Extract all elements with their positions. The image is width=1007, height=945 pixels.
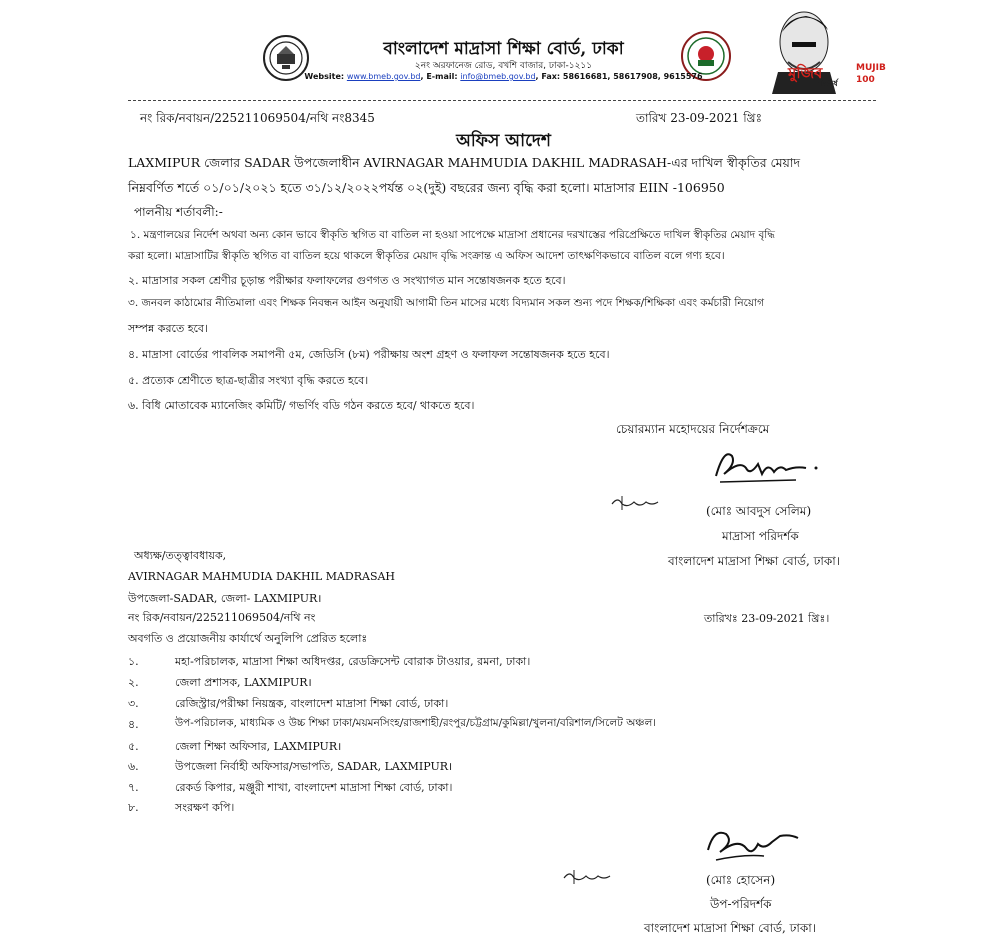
- body-line-2: নিম্নবর্ণিত শর্তে ০১/০১/২০২১ হতে ৩১/১২/২০২২পর্যন্ত ০২(দুই) বছরের জন্য বৃদ্ধি করা হলো। মাদ্রাসার EIIN -106950: [128, 180, 725, 195]
- copy-item-text: রেকর্ড কিপার, মঞ্জুরী শাখা, বাংলাদেশ মাদ্রাসা শিক্ষা বোর্ড, ঢাকা।: [175, 781, 453, 794]
- copy-item-text: জেলা শিক্ষা অফিসার, LAXMIPUR।: [175, 740, 342, 753]
- board-contact-line: [0, 72, 1007, 81]
- order-line: চেয়ারম্যান মহোদয়ের নির্দেশক্রমে: [616, 422, 770, 436]
- signatory-2-org: বাংলাদেশ মাদ্রাসা শিক্ষা বোর্ড, ঢাকা।: [644, 921, 817, 935]
- copy-intro: অবগতি ও প্রয়োজনীয় কার্যার্থে অনুলিপি প্রেরিত হলোঃ: [128, 632, 368, 645]
- copy-ref: নং রিক/নবায়ন/225211069504/নথি নং: [128, 611, 316, 624]
- copy-item-number: ৪.: [128, 718, 139, 731]
- condition-line: ৪. মাদ্রাসা বোর্ডের পাবলিক সমাপনী ৫ম, জেডিসি (৮ম) পরীক্ষায় অংশ গ্রহণ ও ফলাফল সন্তোষজনক হতে হবে।: [128, 348, 610, 361]
- mujib-logo-en: MUJIB 100: [856, 63, 886, 85]
- recipient-line-2: AVIRNAGAR MAHMUDIA DAKHIL MADRASAH: [128, 570, 396, 583]
- memo-date: তারিখ 23-09-2021 খ্রিঃ: [636, 111, 762, 125]
- initials-2: [560, 866, 612, 888]
- fax-text: , Fax: 58616681, 58617908, 9615576: [535, 72, 703, 81]
- signatory-2-designation: উপ-পরিদর্শক: [710, 897, 772, 911]
- copy-item-number: ৩.: [128, 697, 139, 710]
- page-title: অফিস আদেশ: [456, 131, 551, 151]
- signatory-1-org: বাংলাদেশ মাদ্রাসা শিক্ষা বোর্ড, ঢাকা।: [668, 554, 841, 568]
- copy-date: তারিখঃ 23-09-2021 খ্রিঃ।: [704, 612, 830, 625]
- copy-item-number: ৫.: [128, 740, 139, 753]
- email-link[interactable]: info@bmeb.gov.bd: [460, 72, 536, 81]
- recipient-line-3: উপজেলা-SADAR, জেলা- LAXMIPUR।: [128, 592, 322, 605]
- condition-line: করা হলো। মাদ্রাসাটির স্বীকৃতি স্থগিত বা বাতিল হয়ে থাকলে স্বীকৃতির মেয়াদ বৃদ্ধি সংক্রান্ত এ অফিস আদেশ তাৎক্ষণিকভাবে বাতিল বলে গণ্য হবে।: [128, 250, 725, 262]
- signatory-1-name: (মোঃ আবদুস সেলিম): [706, 504, 812, 518]
- board-name-header: বাংলাদেশ মাদ্রাসা শিক্ষা বোর্ড, ঢাকা: [383, 39, 624, 59]
- condition-line: ৫. প্রত্যেক শ্রেণীতে ছাত্র-ছাত্রীর সংখ্যা বৃদ্ধি করতে হবে।: [128, 374, 369, 387]
- copy-item-text: সংরক্ষণ কপি।: [175, 801, 235, 814]
- copy-item-text: রেজিস্ট্রার/পরীক্ষা নিয়ন্ত্রক, বাংলাদেশ মাদ্রাসা শিক্ষা বোর্ড, ঢাকা।: [175, 697, 449, 710]
- mujib-logo-sub: শতবর্ষ: [818, 78, 838, 88]
- board-address: ২নং অরফানেজ রোড, বখশি বাজার, ঢাকা-১২১১: [414, 61, 593, 71]
- copy-item-number: ১.: [128, 655, 139, 668]
- website-prefix: Website:: [304, 72, 347, 81]
- copy-item-number: ৬.: [128, 760, 139, 773]
- mujib-logo-text: মুজিব: [788, 64, 823, 82]
- copy-item-number: ৭.: [128, 781, 139, 794]
- conditions-heading: পালনীয় শর্তাবলী:-: [134, 205, 223, 219]
- copy-item-text: উপজেলা নির্বাহী অফিসার/সভাপতি, SADAR, LAXMIPUR।: [175, 760, 453, 773]
- signatory-1-designation: মাদ্রাসা পরিদর্শক: [722, 529, 799, 543]
- initials-1: [608, 492, 660, 514]
- condition-line: ২. মাদ্রাসার সকল শ্রেণীর চূড়ান্ত পরীক্ষার ফলাফলের গুণগত ও সংখ্যাগত মান সন্তোষজনক হতে হবে।: [128, 274, 566, 287]
- condition-line: সম্পন্ন করতে হবে।: [128, 322, 208, 335]
- email-prefix: , E-mail:: [420, 72, 461, 81]
- header-divider: [128, 100, 876, 101]
- copy-item-text: উপ-পরিচালক, মাধ্যমিক ও উচ্চ শিক্ষা ঢাকা/ময়মনসিংহ/রাজশাহী/রংপুর/চট্টগ্রাম/কুমিল্লা/খুলনা/বরিশাল/সিলেট অঞ্চল।: [175, 717, 657, 729]
- website-link[interactable]: www.bmeb.gov.bd: [346, 72, 421, 81]
- memo-ref: নং রিক/নবায়ন/225211069504/নথি নং8345: [140, 111, 375, 125]
- condition-line: ৩. জনবল কাঠামোর নীতিমালা এবং শিক্ষক নিবন্ধন আইন অনুযায়ী আগামী তিন মাসের মধ্যে বিদ্যমান সকল শুন্য পদে শিক্ষক/শিক্ষিকা এবং কর্মচারী নিয়োগ: [128, 297, 764, 309]
- body-line-1: LAXMIPUR জেলার SADAR উপজেলাধীন AVIRNAGAR MAHMUDIA DAKHIL MADRASAH-এর দাখিল স্বীকৃতির মেয়াদ: [128, 155, 801, 170]
- signature-1: [706, 446, 826, 486]
- copy-item-text: মহা-পরিচালক, মাদ্রাসা শিক্ষা অধিদপ্তর, রেডক্রিসেন্ট বোরাক টাওয়ার, রমনা, ঢাকা।: [175, 655, 531, 668]
- copy-item-number: ২.: [128, 676, 139, 689]
- signatory-2-name: (মোঃ হোসেন): [706, 873, 776, 887]
- copy-item-number: ৮.: [128, 801, 139, 814]
- condition-line: ১. মন্ত্রণালয়ের নির্দেশ অথবা অন্য কোন ভাবে স্বীকৃতি স্থগিত বা বাতিল না হওয়া সাপেক্ষে মাদ্রাসা প্রধানের দরখাস্তের পরিপ্রেক্ষিতে দাখিল স্বীকৃতির মেয়াদ বৃদ্ধি: [130, 229, 775, 241]
- copy-item-text: জেলা প্রশাসক, LAXMIPUR।: [175, 676, 312, 689]
- recipient-line-1: অধ্যক্ষ/তত্ত্বাবধায়ক,: [134, 549, 227, 562]
- condition-line: ৬. বিধি মোতাবেক ম্যানেজিং কমিটি/ গভর্ণিং বডি গঠন করতে হবে/ থাকতে হবে।: [128, 399, 475, 412]
- signature-2: [694, 820, 804, 868]
